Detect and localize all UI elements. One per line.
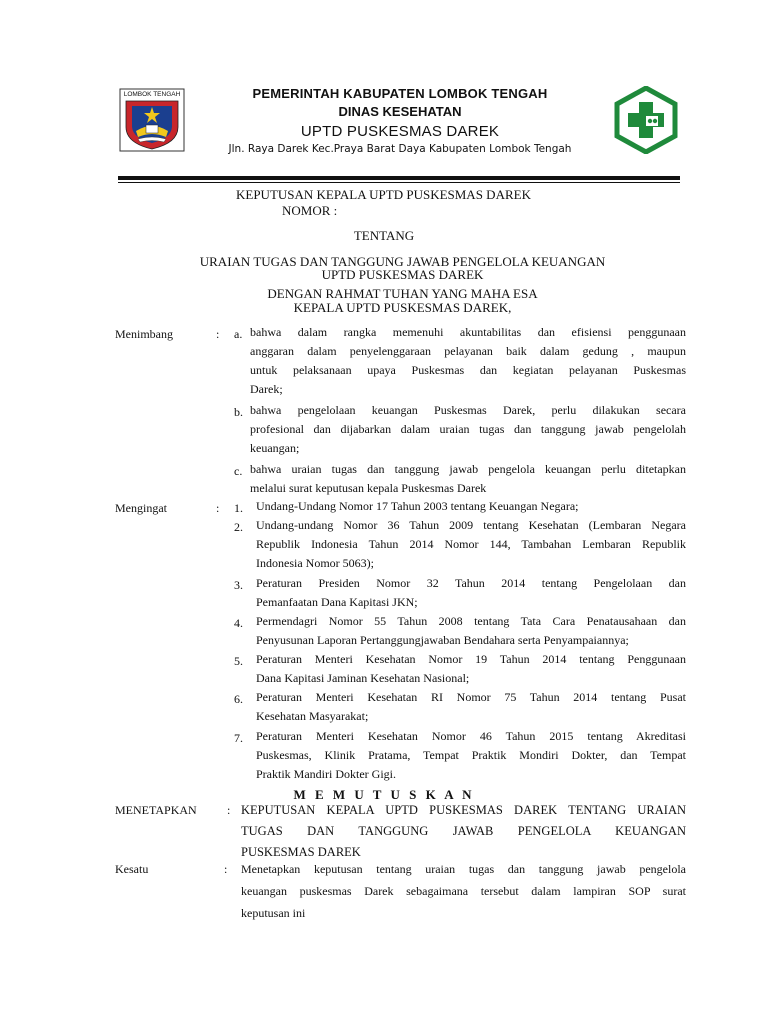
- grace-line-2: KEPALA UPTD PUSKESMAS DAREK,: [293, 300, 512, 315]
- menimbang-colon: :: [216, 327, 220, 341]
- text-line: Peraturan Menteri Kesehatan Nomor 46 Tahun 2015 tentang Akreditasi: [256, 729, 686, 743]
- text-line: Kesehatan Masyarakat;: [256, 709, 369, 723]
- mengingat-item-7: [256, 727, 686, 784]
- lombok-tengah-emblem: [118, 87, 186, 153]
- text-line: Indonesia Nomor 5063);: [256, 556, 374, 570]
- kesatu-label: Kesatu: [115, 862, 149, 876]
- text-line: melalui surat keputusan kepala Puskesmas Darek: [250, 481, 487, 495]
- emblem-text: LOMBOK TENGAH: [123, 91, 181, 98]
- mengingat-marker-4: 4.: [234, 616, 243, 630]
- mengingat-label: Mengingat: [115, 501, 167, 515]
- text-line: Dana Kapitasi Jaminan Kesehatan Nasional;: [256, 671, 470, 685]
- menetapkan-label: MENETAPKAN: [115, 803, 197, 817]
- mengingat-marker-3: 3.: [234, 578, 243, 592]
- mengingat-item-3: [256, 574, 686, 612]
- mengingat-marker-2: 2.: [234, 520, 243, 534]
- text-line: untuk pelaksanaan upaya Puskesmas dan kegiatan pelayanan Puskesmas: [250, 363, 686, 377]
- text-line: Penyusunan Laporan Pertanggungjawaban Bendahara serta Penyampaiannya;: [256, 633, 629, 647]
- text-line: Pemanfaatan Dana Kapitasi JKN;: [256, 595, 418, 609]
- decree-title: KEPUTUSAN KEPALA UPTD PUSKESMAS DAREK: [236, 187, 531, 202]
- text-line: Peraturan Presiden Nomor 32 Tahun 2014 tentang Pengelolaan dan: [256, 576, 686, 590]
- memutuskan-heading: M E M U T U S K A N: [293, 787, 475, 802]
- government-name: PEMERINTAH KABUPATEN LOMBOK TENGAH: [252, 86, 548, 101]
- text-line: bahwa uraian tugas dan tanggung jawab pengelola keuangan perlu ditetapkan: [250, 462, 686, 476]
- mengingat-item-6: [256, 688, 686, 726]
- grace-line-1: DENGAN RAHMAT TUHAN YANG MAHA ESA: [267, 286, 538, 301]
- menimbang-marker-b: b.: [234, 405, 243, 419]
- kesatu-text: [241, 858, 686, 924]
- address: Jln. Raya Darek Kec.Praya Barat Daya Kabupaten Lombok Tengah: [228, 143, 572, 155]
- text-line: Undang-undang Nomor 36 Tahun 2009 tentang Kesehatan (Lembaran Negara: [256, 518, 686, 532]
- subject-line-1: URAIAN TUGAS DAN TANGGUNG JAWAB PENGELOLA KEUANGAN: [199, 254, 606, 269]
- mengingat-item-5: [256, 650, 686, 688]
- mengingat-marker-7: 7.: [234, 731, 243, 745]
- text-line: PUSKESMAS DAREK: [241, 845, 361, 859]
- text-line: keuangan;: [250, 441, 300, 455]
- header-rule-thick: [118, 176, 680, 180]
- mengingat-marker-1: 1.: [234, 501, 243, 515]
- text-line: keputusan ini: [241, 906, 306, 920]
- menimbang-label: Menimbang: [115, 327, 173, 341]
- text-line: anggaran dalam penyelenggaraan pelayanan baik dalam gedung , maupun: [250, 344, 686, 358]
- text-line: Republik Indonesia Tahun 2014 Nomor 144, Tambahan Lembaran Republik: [256, 537, 686, 551]
- kesatu-colon: :: [224, 862, 228, 876]
- text-line: Darek;: [250, 382, 283, 396]
- menetapkan-text: [241, 800, 686, 863]
- text-line: Undang-Undang Nomor 17 Tahun 2003 tentang Keuangan Negara;: [256, 499, 579, 513]
- menimbang-marker-c: c.: [234, 464, 243, 478]
- text-line: Peraturan Menteri Kesehatan Nomor 19 Tahun 2014 tentang Penggunaan: [256, 652, 686, 666]
- puskesmas-logo: [612, 86, 680, 154]
- menimbang-item-a: [250, 323, 686, 399]
- mengingat-marker-5: 5.: [234, 654, 243, 668]
- subject-line-2: UPTD PUSKESMAS DAREK: [321, 267, 484, 282]
- text-line: Menetapkan keputusan tentang uraian tugas dan tanggung jawab pengelola: [241, 862, 686, 876]
- unit-name: UPTD PUSKESMAS DAREK: [300, 123, 500, 140]
- mengingat-colon: :: [216, 501, 220, 515]
- text-line: bahwa pengelolaan keuangan Puskesmas Darek, perlu dilakukan secara: [250, 403, 686, 417]
- department-name: DINAS KESEHATAN: [338, 104, 462, 119]
- menetapkan-colon: :: [227, 803, 231, 817]
- decree-number: NOMOR :: [282, 203, 338, 218]
- mengingat-marker-6: 6.: [234, 692, 243, 706]
- text-line: Praktik Mandiri Dokter Gigi.: [256, 767, 396, 781]
- text-line: Peraturan Menteri Kesehatan RI Nomor 75 Tahun 2014 tentang Pusat: [256, 690, 686, 704]
- mengingat-item-2: [256, 516, 686, 573]
- menimbang-marker-a: a.: [234, 327, 243, 341]
- text-line: Puskesmas, Klinik Pratama, Tempat Praktik Mondiri Dokter, dan Tempat: [256, 748, 686, 762]
- tentang-heading: TENTANG: [353, 228, 415, 243]
- text-line: profesional dan dijabarkan dalam uraian tugas dan tanggung jawab pengelolah: [250, 422, 686, 436]
- mengingat-item-1: [256, 497, 686, 516]
- text-line: bahwa dalam rangka memenuhi akuntabilitas dan efisiensi penggunaan: [250, 325, 686, 339]
- text-line: KEPUTUSAN KEPALA UPTD PUSKESMAS DAREK TENTANG URAIAN: [241, 803, 686, 817]
- menimbang-item-c: [250, 460, 686, 498]
- menimbang-item-b: [250, 401, 686, 458]
- header-rule-thin: [118, 182, 680, 183]
- text-line: keuangan puskesmas Darek sebagaimana tersebut dalam lampiran SOP surat: [241, 884, 686, 898]
- text-line: Permendagri Nomor 55 Tahun 2008 tentang Tata Cara Penatausahaan dan: [256, 614, 686, 628]
- mengingat-item-4: [256, 612, 686, 650]
- text-line: TUGAS DAN TANGGUNG JAWAB PENGELOLA KEUANGAN: [241, 824, 686, 838]
